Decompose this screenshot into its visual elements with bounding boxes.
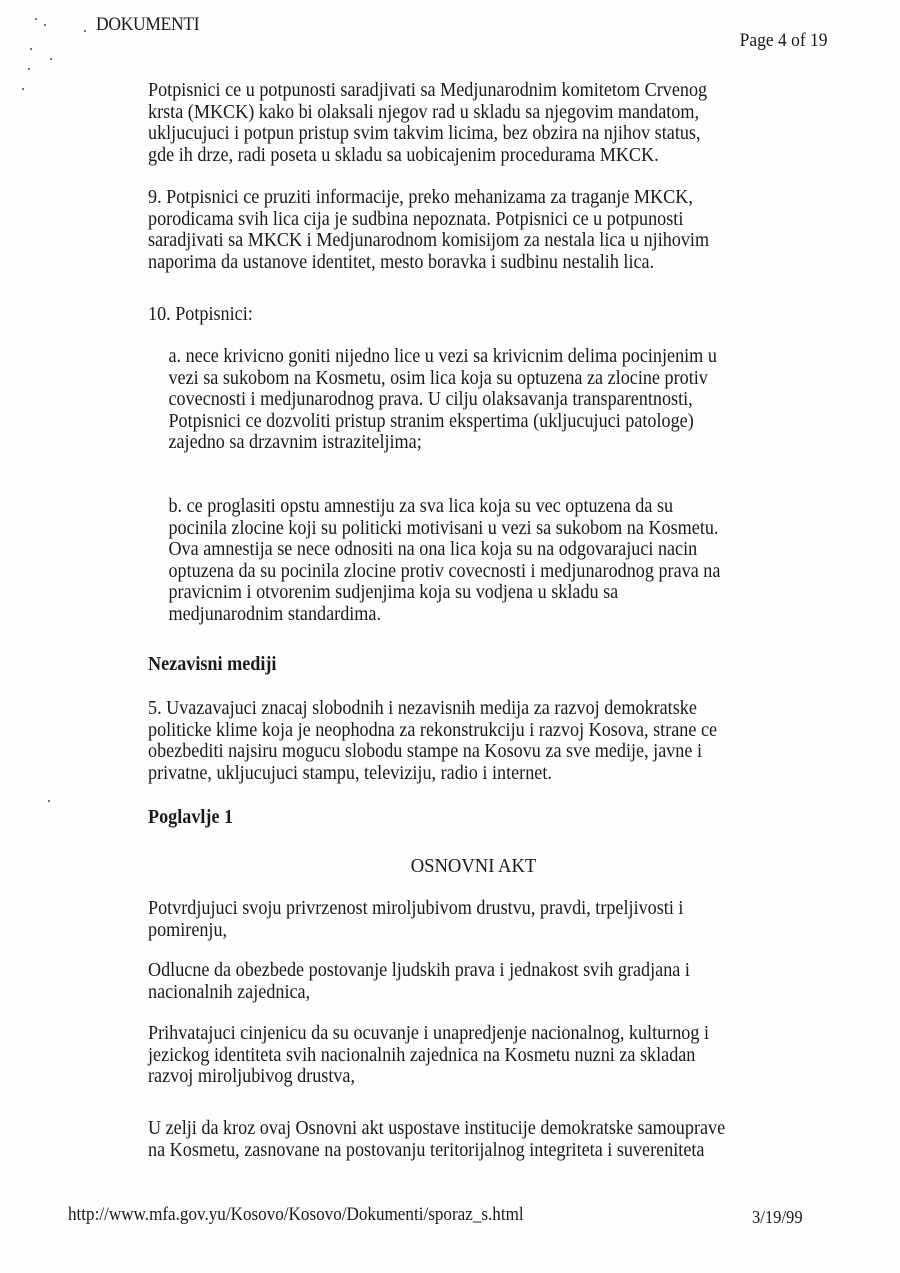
text-line: naporima da ustanove identitet, mesto boravka i sudbinu nestalih lica. (148, 251, 655, 273)
paragraph-10a (148, 346, 801, 454)
text-line: zajedno sa drzavnim istraziteljima; (168, 432, 422, 453)
paragraph-preamble-b (148, 960, 780, 1003)
paragraph-9 (148, 187, 780, 273)
text-line: pravicnim i otvorenim sudjenjima koja su vodjena u skladu sa (168, 582, 619, 603)
scan-speck (30, 48, 32, 50)
paragraph-preamble-c (148, 1023, 780, 1088)
scan-speck (44, 24, 46, 26)
text-line: a. nece krivicno goniti nijedno lice u vezi sa krivicnim delima pocinjenim u (168, 346, 717, 367)
page-number: Page 4 of 19 (740, 30, 828, 51)
text-line: razvoj miroljubivog drustva, (148, 1066, 356, 1087)
text-line: Ova amnestija se nece odnositi na ona lica koja su na odgovarajuci nacin (168, 539, 698, 560)
text-line: 10. Potpisnici: (148, 304, 253, 325)
section-heading-chapter (148, 807, 780, 829)
heading-chapter-1: Poglavlje 1 (148, 807, 234, 828)
text-line: krsta (MKCK) kako bi olaksali njegov rad u skladu sa njegovim mandatom, (148, 101, 700, 123)
paragraph-5 (148, 698, 780, 784)
section-heading-media (148, 654, 780, 676)
header-title: DOKUMENTI (96, 14, 200, 35)
text-line: na Kosmetu, zasnovane na postovanju teritorijalnog integriteta i suvereniteta (148, 1139, 705, 1161)
text-line: Prihvatajuci cinjenicu da su ocuvanje i unapredjenje nacionalnog, kulturnog i (148, 1023, 710, 1044)
scan-speck (35, 18, 37, 20)
text-line: Potpisnici ce u potpunosti saradjivati sa Medjunarodnim komitetom Crvenog (148, 80, 708, 101)
text-line: ukljucujuci i potpun pristup svim takvim licima, bez obzira na njihov status, (148, 123, 701, 144)
text-line: covecnosti i medjunarodnog prava. U cilju olaksavanja transparentnosti, (168, 389, 693, 410)
text-line: gde ih drze, radi poseta u skladu sa uobicajenim procedurama MKCK. (148, 144, 659, 166)
scan-speck (28, 68, 30, 70)
text-line: 5. Uvazavajuci znacaj slobodnih i nezavisnih medija za razvoj demokratske (148, 698, 697, 719)
text-line: b. ce proglasiti opstu amnestiju za sva lica koja su vec optuzena da su (168, 496, 674, 517)
text-line: obezbediti najsiru mogucu slobodu stampe na Kosovu za sve medije, javne i (148, 741, 703, 762)
text-line: Potvrdjujuci svoju privrzenost miroljubivom drustvu, pravdi, trpeljivosti i (148, 898, 684, 919)
text-line: vezi sa sukobom na Kosmetu, osim lica koja su optuzena za zlocine protiv (168, 367, 708, 389)
text-line: politicke klime koja je neophodna za rekonstrukciju i razvoj Kosova, strane ce (148, 719, 718, 741)
section-title-basic-act (148, 856, 799, 878)
heading-basic-act: OSNOVNI AKT (410, 855, 537, 877)
text-line: Odlucne da obezbede postovanje ljudskih prava i jednakost svih gradjana i (148, 960, 690, 981)
text-line: pocinila zlocine koji su politicki motivisani u vezi sa sukobom na Kosmetu. (168, 517, 719, 539)
text-line: porodicama svih lica cija je sudbina nepoznata. Potpisnici ce u potpunosti (148, 208, 684, 230)
text-line: U zelji da kroz ovaj Osnovni akt uspostave institucije demokratske samouprave (148, 1118, 726, 1139)
text-line: pomirenju, (148, 919, 228, 941)
footer-source-url: http://www.mfa.gov.yu/Kosovo/Kosovo/Dokumenti/sporaz_s.html (68, 1204, 524, 1225)
scan-speck (50, 58, 52, 60)
text-line: nacionalnih zajednica, (148, 981, 311, 1003)
paragraph-icrc-cooperation (148, 80, 780, 166)
paragraph-preamble-a (148, 898, 780, 941)
text-line: jezickog identiteta svih nacionalnih zajednica na Kosmetu nuzni za skladan (148, 1044, 696, 1066)
heading-independent-media: Nezavisni mediji (148, 654, 277, 675)
paragraph-10b (148, 496, 801, 625)
text-line: medjunarodnim standardima. (168, 603, 381, 625)
text-line: saradjivati sa MKCK i Medjunarodnom komisijom za nestala lica u njihovim (148, 230, 710, 251)
text-line: 9. Potpisnici ce pruziti informacije, preko mehanizama za traganje MKCK, (148, 187, 693, 208)
scan-speck (22, 88, 24, 90)
scan-speck (84, 30, 86, 32)
text-line: privatne, ukljucujuci stampu, televiziju, radio i internet. (148, 762, 552, 784)
scan-speck (48, 800, 50, 802)
footer-print-date: 3/19/99 (752, 1207, 803, 1227)
text-line: Potpisnici ce dozvoliti pristup stranim ekspertima (ukljucujuci patologe) (168, 410, 694, 432)
text-line: optuzena da su pocinila zlocine protiv covecnosti i medjunarodnog prava na (168, 560, 721, 582)
paragraph-preamble-d (148, 1118, 780, 1161)
paragraph-10 (148, 304, 780, 326)
